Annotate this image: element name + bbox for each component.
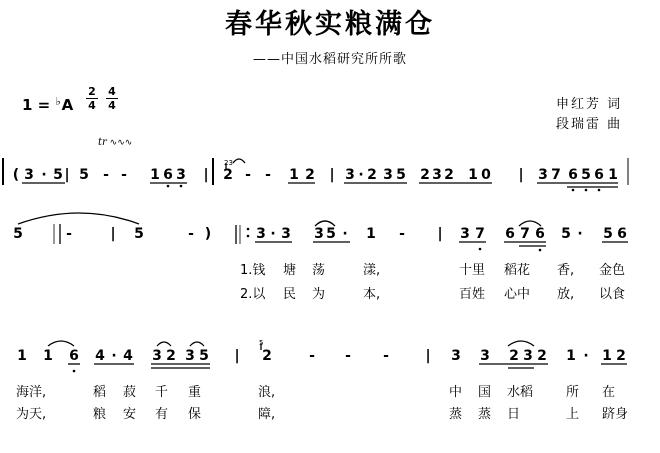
lyric-word: 2.以 (240, 287, 266, 302)
note-glyph: 7 (475, 226, 485, 242)
note-glyph: 6 (163, 167, 173, 183)
note-glyph: 1 (602, 348, 612, 364)
note-glyph: 3 (345, 167, 355, 183)
note-glyph: 3 (256, 226, 266, 242)
lyric-word: 菽 (123, 385, 137, 400)
note-glyph: - (66, 226, 72, 242)
note-glyph: 2 (537, 348, 547, 364)
note-glyph: 3 (480, 348, 490, 364)
lyric-word: 在 (602, 385, 616, 400)
note-glyph: - (383, 348, 389, 364)
trill-wave: ∿∿∿ (106, 138, 133, 148)
grace-note-1: 23 (224, 159, 233, 167)
lyric-word: 民 (283, 287, 297, 302)
lyric-word: 1.钱 (240, 263, 266, 278)
lyric-word: 蒸 (449, 407, 463, 422)
note-glyph: 5 (561, 226, 571, 242)
lyric-word: 为天, (16, 407, 47, 422)
lyric-word: 海洋, (16, 385, 47, 400)
barline-glyph: | (425, 348, 431, 364)
note-glyph: 3 (460, 226, 470, 242)
meter-a-numerator: 2 (88, 85, 96, 98)
note-glyph: 2 (509, 348, 519, 364)
barline-glyph: | (329, 167, 335, 183)
note-glyph: · (41, 167, 47, 183)
lyric-word: 日 (507, 407, 521, 422)
barline-glyph: | (234, 348, 240, 364)
lyric-word: 本, (363, 287, 381, 302)
note-glyph: · (577, 226, 583, 242)
note-glyph: 4 (123, 348, 133, 364)
lyric-word: 塘 (283, 263, 297, 278)
meter-a-denominator: 4 (88, 99, 96, 112)
note-glyph: 7 (551, 167, 561, 183)
note-glyph: 3 (314, 226, 324, 242)
note-glyph: 5 (134, 226, 144, 242)
note-glyph: 3 (281, 226, 291, 242)
note-glyph: - (399, 226, 405, 242)
lyric-word: 放, (557, 287, 575, 302)
lyric-word: 为 (312, 287, 326, 302)
note-glyph: 2 (367, 167, 377, 183)
note-glyph: 5 (581, 167, 591, 183)
lyric-word: 中 (449, 385, 463, 400)
note-glyph: 1 (150, 167, 160, 183)
note-glyph: 5 (13, 226, 23, 242)
barline-glyph: | (203, 167, 209, 183)
note-glyph: 5 (326, 226, 336, 242)
barline-glyph: | (64, 167, 70, 183)
note-glyph: ) (204, 226, 212, 242)
lyric-word: 蒸 (478, 407, 492, 422)
note-glyph: 2 (616, 348, 626, 364)
note-glyph: 6 (69, 348, 79, 364)
note-glyph: · (342, 226, 348, 242)
note-glyph: 1 (17, 348, 27, 364)
note-glyph: · (270, 226, 276, 242)
lyric-word: 以食 (599, 287, 626, 302)
meter-b-denominator: 4 (108, 99, 116, 112)
song-subtitle: ——中国水稻研究所所歌 (252, 52, 407, 67)
note-glyph: - (245, 167, 251, 183)
note-glyph: 2 (166, 348, 176, 364)
staff-3-dots (73, 370, 76, 373)
note-glyph: 2 (262, 348, 272, 364)
meter-b-numerator: 4 (108, 85, 116, 98)
note-glyph: 2 (420, 167, 430, 183)
note-glyph: - (309, 348, 315, 364)
note-glyph: 0 (481, 167, 491, 183)
note-glyph: 3 (523, 348, 533, 364)
key-letter: A (61, 96, 74, 114)
note-glyph: 7 (520, 226, 530, 242)
note-glyph: - (188, 226, 194, 242)
note-glyph: 1 (289, 167, 299, 183)
note-glyph: 3 (185, 348, 195, 364)
lyric-word: 国 (478, 385, 492, 400)
lyricist-credit: 申红芳 词 (556, 97, 623, 112)
lyric-word: 十里 (459, 263, 486, 278)
lyric-word: 荡 (312, 263, 326, 278)
note-glyph: · (583, 348, 589, 364)
note-glyph: 2 (444, 167, 454, 183)
note-glyph: 3 (383, 167, 393, 183)
lyric-word: 保 (188, 407, 202, 422)
note-glyph: 6 (617, 226, 627, 242)
note-glyph: 5 (603, 226, 613, 242)
note-glyph: 1 (468, 167, 478, 183)
key-prefix: 1 = (22, 96, 56, 114)
note-glyph: 6 (594, 167, 604, 183)
note-glyph: 5 (79, 167, 89, 183)
lyric-word: 所 (566, 385, 580, 400)
note-glyph: 1 (566, 348, 576, 364)
note-glyph: 3 (432, 167, 442, 183)
lyric-word: 水稻 (507, 385, 534, 400)
lyric-word: 安 (123, 407, 137, 422)
lyric-word: 重 (188, 385, 202, 400)
note-glyph: 5 (396, 167, 406, 183)
note-glyph: 5 (53, 167, 63, 183)
song-title: 春华秋实粮满仓 (225, 9, 435, 40)
lyric-word: 金色 (599, 263, 626, 278)
lyric-word: 漾, (363, 263, 381, 278)
lyric-word: 跻身 (602, 407, 629, 422)
note-glyph: - (265, 167, 271, 183)
note-glyph: 2 (223, 167, 233, 183)
lyric-word: 粮 (93, 407, 107, 422)
note-glyph: - (121, 167, 127, 183)
grace-note-2: 5 (259, 339, 264, 347)
note-glyph: 3 (24, 167, 34, 183)
note-glyph: 3 (176, 167, 186, 183)
note-glyph: 5 (199, 348, 209, 364)
lyric-word: 浪, (258, 385, 276, 400)
note-glyph: 4 (95, 348, 105, 364)
lyric-word: 有 (155, 407, 169, 422)
barline-glyph: | (437, 226, 443, 242)
note-glyph: 3 (451, 348, 461, 364)
trill-text: tr (98, 137, 107, 148)
lyric-word: 障, (258, 407, 276, 422)
flat-sign: ♭ (55, 95, 61, 108)
note-glyph: · (358, 167, 364, 183)
note-glyph: 1 (366, 226, 376, 242)
note-glyph: 2 (305, 167, 315, 183)
note-glyph: 6 (568, 167, 578, 183)
note-glyph: · (111, 348, 117, 364)
lyric-word: 稻花 (504, 263, 531, 278)
lyric-word: 千 (155, 385, 169, 400)
note-glyph: 1 (608, 167, 618, 183)
note-glyph: 1 (43, 348, 53, 364)
note-glyph: - (103, 167, 109, 183)
note-glyph: 6 (535, 226, 545, 242)
note-glyph: 3 (152, 348, 162, 364)
note-glyph: ( (12, 167, 20, 183)
note-glyph: 6 (505, 226, 515, 242)
staff-1-dots (167, 185, 601, 192)
composer-credit: 段瑞雷 曲 (556, 117, 623, 132)
staff-2-dots (247, 228, 542, 252)
lyric-word: 心中 (504, 287, 531, 302)
lyric-word: 稻 (93, 385, 107, 400)
note-glyph: 3 (538, 167, 548, 183)
barline-glyph: | (518, 167, 524, 183)
note-glyph: - (345, 348, 351, 364)
lyric-word: 上 (566, 407, 580, 422)
barline-glyph: | (110, 226, 116, 242)
lyric-word: 香, (557, 263, 575, 278)
lyric-word: 百姓 (459, 287, 486, 302)
